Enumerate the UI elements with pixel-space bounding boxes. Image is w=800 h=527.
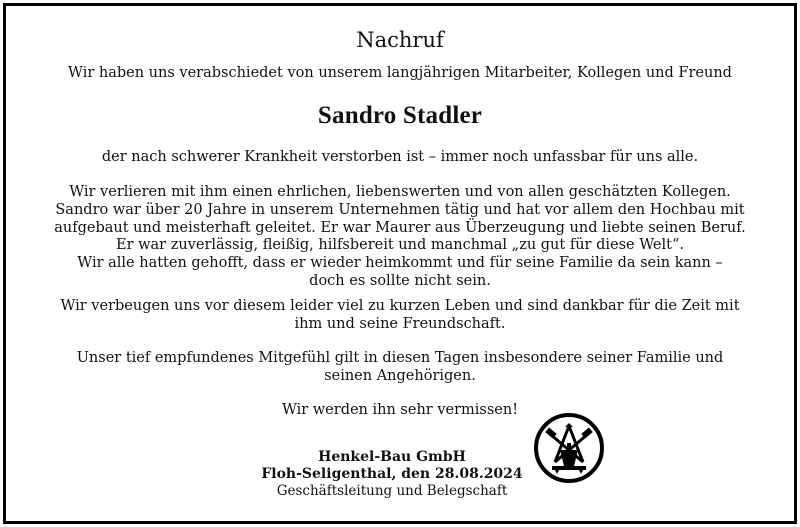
paragraph-line: Unser tief empfundenes Mitgefühl gilt in diesen Tagen insbesondere seiner Familie und: [76, 350, 724, 366]
paragraph-line: Wir verlieren mit ihm einen ehrlichen, liebenswerten und von allen geschätzten Kollegen.: [69, 184, 731, 200]
paragraph-line: Er war zuverlässig, fleißig, hilfsbereit und manchmal „zu gut für diese Welt“.: [115, 237, 684, 253]
paragraph-line: Sandro war über 20 Jahre in unserem Unternehmen tätig und hat vor allem den Hochbau mit: [55, 202, 745, 218]
signature-group: Geschäftsleitung und Belegschaft: [276, 483, 508, 499]
paragraph-line: doch es sollte nicht sein.: [309, 273, 491, 289]
guild-emblem-icon: [533, 412, 605, 484]
paragraph-line: aufgebaut und meisterhaft geleitet. Er war Maurer aus Überzeugung und liebte seinen Beruf.: [54, 220, 746, 236]
place-date: Floh-Seligenthal, den 28.08.2024: [261, 466, 523, 482]
paragraph-line: ihm und seine Freundschaft.: [294, 316, 506, 332]
deceased-name: Sandro Stadler: [317, 102, 483, 129]
paragraph-line: Wir verbeugen uns vor diesem leider viel zu kurzen Leben und sind dankbar für die Zeit mit: [60, 298, 740, 314]
company-name: Henkel-Bau GmbH: [318, 449, 466, 465]
paragraph-line: Wir alle hatten gehofft, dass er wieder heimkommt und für seine Familie da sein kann –: [77, 255, 723, 271]
closing-text: Wir werden ihn sehr vermissen!: [281, 402, 519, 418]
notice-heading: Nachruf: [356, 28, 444, 52]
intro-text: Wir haben uns verabschiedet von unserem langjährigen Mitarbeiter, Kollegen und Freund: [68, 65, 732, 81]
paragraph-line: seinen Angehörigen.: [324, 368, 476, 384]
subline-text: der nach schwerer Krankheit verstorben ist – immer noch unfassbar für uns alle.: [101, 149, 699, 165]
